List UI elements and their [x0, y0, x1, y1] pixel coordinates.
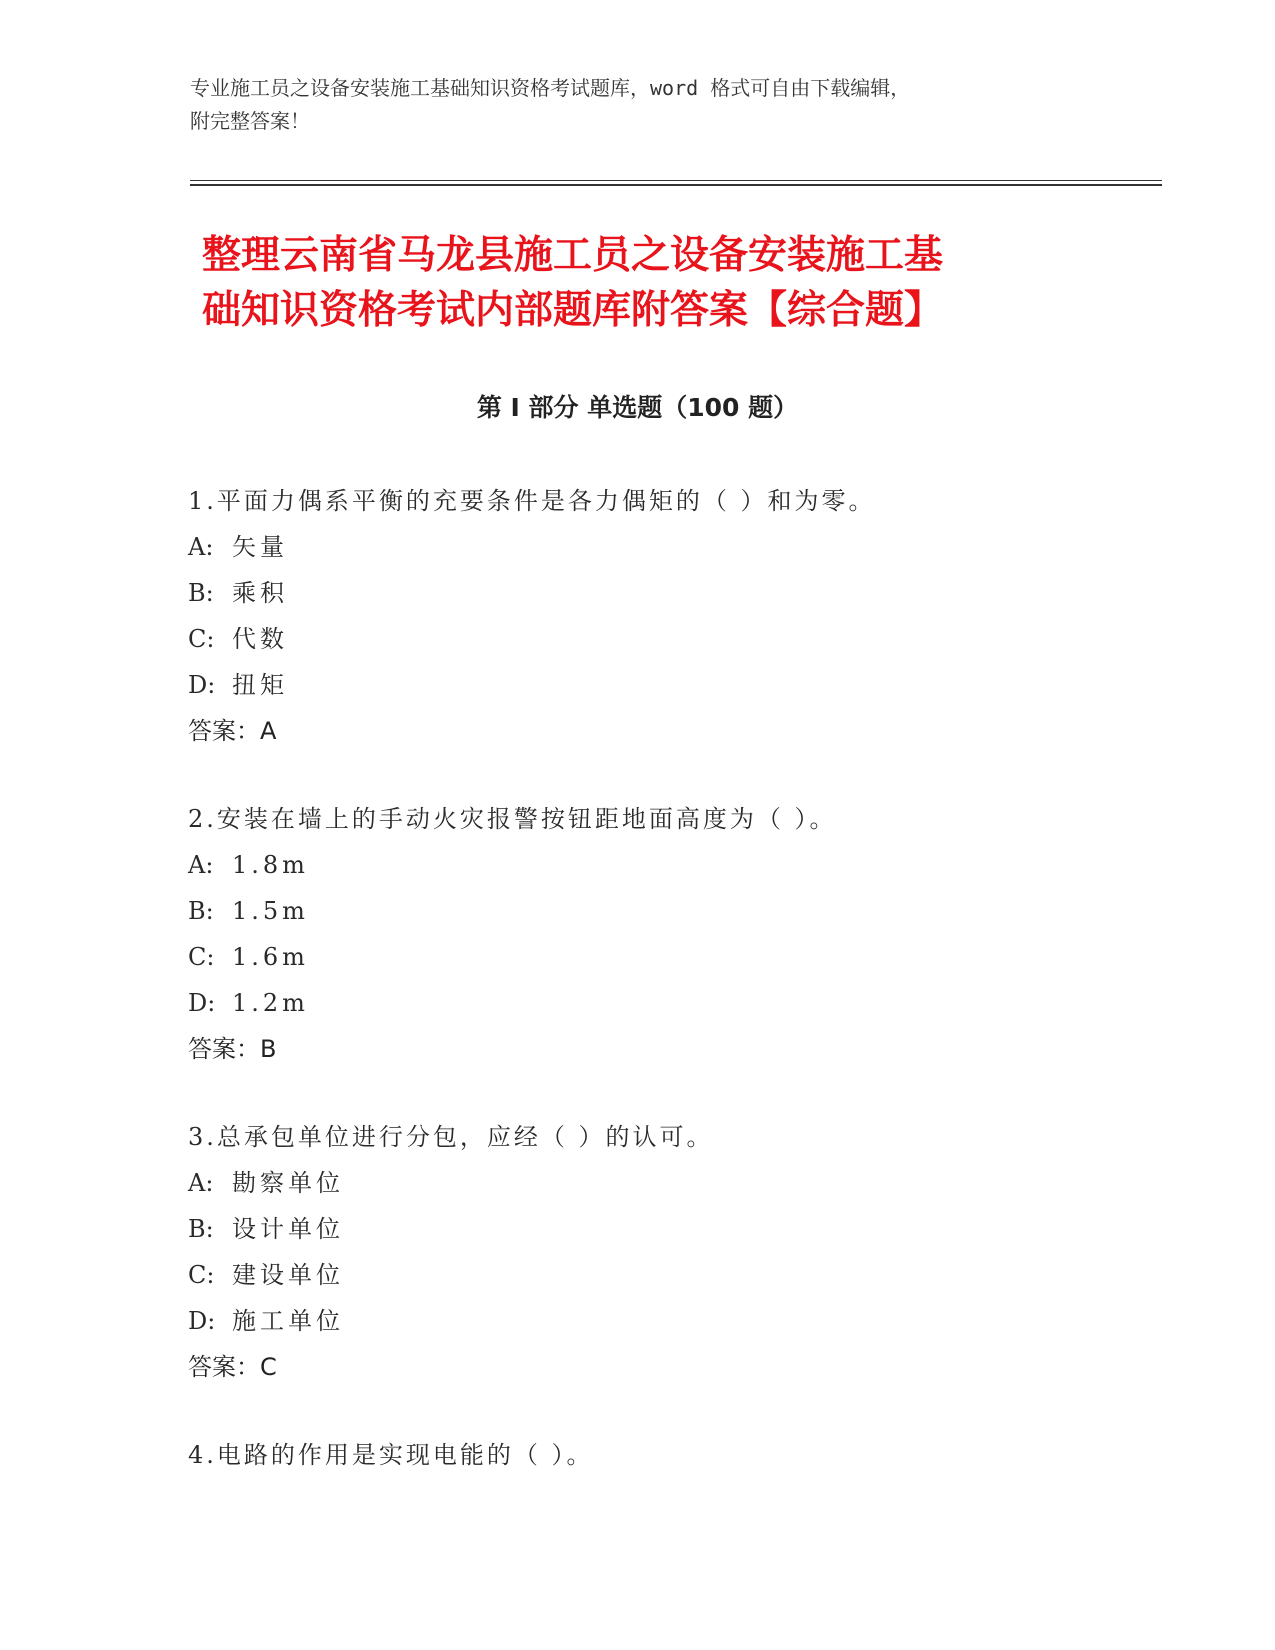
option-c [188, 1252, 1148, 1298]
option-letter: A: [188, 1169, 214, 1197]
option-text: 1.8m [232, 851, 309, 879]
answer-line: 答案：B [188, 1035, 277, 1063]
option-letter: C: [188, 625, 215, 653]
option-letter: D: [188, 671, 216, 699]
option-text: 1.5m [232, 897, 309, 925]
document-title [202, 228, 1102, 338]
option-letter: C: [188, 1261, 215, 1289]
option-d [188, 980, 1148, 1026]
option-letter: A: [188, 533, 214, 561]
option-letter: A: [188, 851, 214, 879]
answer-line: 答案：C [188, 1353, 277, 1381]
option-b [188, 570, 1148, 616]
option-d [188, 662, 1148, 708]
header-divider-thick [190, 184, 1162, 186]
header-note-line-2: 附完整答案！ [190, 109, 310, 133]
option-text: 施工单位 [232, 1307, 344, 1335]
option-letter: B: [188, 897, 214, 925]
answer-line: 答案：A [188, 717, 277, 745]
question-list [188, 478, 1148, 1520]
option-c [188, 934, 1148, 980]
question-4 [188, 1432, 1148, 1478]
option-text: 扭矩 [232, 671, 288, 699]
option-a [188, 524, 1148, 570]
document-title-line-1: 整理云南省马龙县施工员之设备安装施工基 [202, 233, 944, 278]
option-text: 勘察单位 [232, 1169, 344, 1197]
option-letter: D: [188, 1307, 216, 1335]
question-stem: 2.安装在墙上的手动火灾报警按钮距地面高度为（ ）。 [188, 805, 837, 833]
option-b [188, 888, 1148, 934]
question-stem: 1.平面力偶系平衡的充要条件是各力偶矩的（ ）和为零。 [188, 487, 876, 515]
option-text: 建设单位 [232, 1261, 344, 1289]
option-a [188, 1160, 1148, 1206]
header-note [190, 72, 1070, 138]
option-text: 设计单位 [232, 1215, 344, 1243]
option-text: 矢量 [232, 533, 288, 561]
option-b [188, 1206, 1148, 1252]
option-text: 代数 [232, 625, 288, 653]
question-3 [188, 1114, 1148, 1390]
option-letter: C: [188, 943, 215, 971]
option-d [188, 1298, 1148, 1344]
option-text: 1.6m [232, 943, 309, 971]
question-1 [188, 478, 1148, 754]
question-2 [188, 796, 1148, 1072]
option-letter: B: [188, 579, 214, 607]
section-title: 第 I 部分 单选题（100 题） [476, 393, 799, 422]
question-stem: 3.总承包单位进行分包，应经（ ）的认可。 [188, 1123, 714, 1151]
header-divider-thin [190, 180, 1162, 181]
option-letter: B: [188, 1215, 214, 1243]
option-text: 1.2m [232, 989, 309, 1017]
document-title-line-2: 础知识资格考试内部题库附答案【综合题】 [202, 288, 944, 333]
option-a [188, 842, 1148, 888]
option-text: 乘积 [232, 579, 288, 607]
header-note-line-1: 专业施工员之设备安装施工基础知识资格考试题库，word 格式可自由下载编辑， [190, 76, 911, 100]
question-stem: 4.电路的作用是实现电能的（ ）。 [188, 1441, 594, 1469]
option-letter: D: [188, 989, 216, 1017]
option-c [188, 616, 1148, 662]
